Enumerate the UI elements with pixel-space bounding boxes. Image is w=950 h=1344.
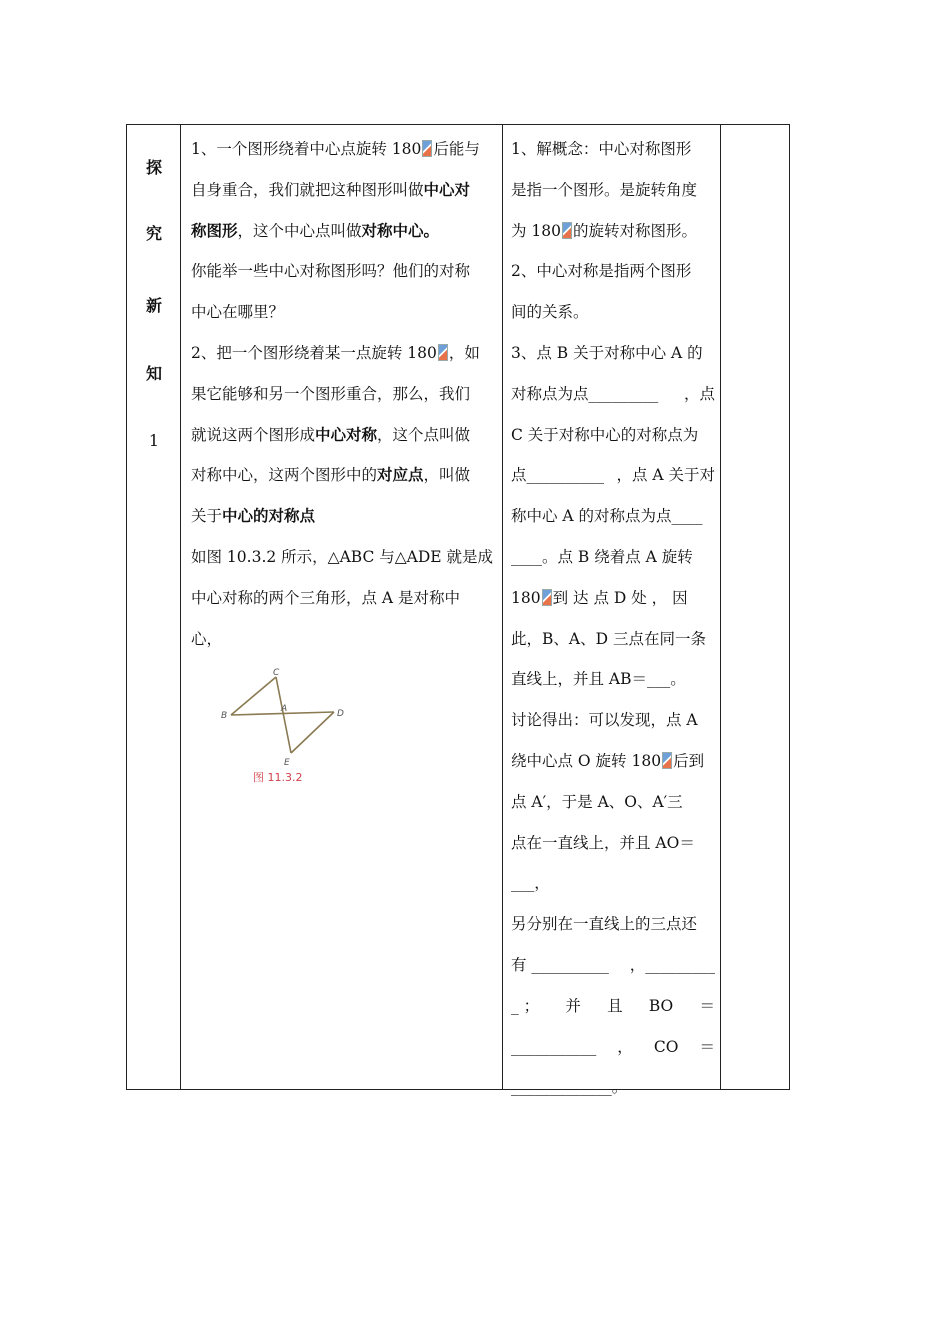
text-line: C 关于对称中心的对称点为 bbox=[511, 425, 699, 444]
text-line bbox=[191, 170, 495, 211]
section-label-char: 1 bbox=[148, 431, 160, 450]
text-line: 另分别在一直线上的三点还 bbox=[511, 915, 698, 934]
text-line bbox=[191, 211, 495, 252]
section-label-char: 探 bbox=[145, 158, 162, 177]
activity-column bbox=[503, 125, 721, 1097]
text-line: ___， bbox=[511, 874, 550, 893]
fill-blank-text: ___________ bbox=[511, 1037, 597, 1056]
fill-blank-text: ，_________ bbox=[629, 955, 715, 974]
text: 就说这两个图形成 bbox=[191, 425, 316, 444]
figure-caption: 图 11.3.2 bbox=[253, 771, 303, 785]
degree-symbol-icon bbox=[562, 222, 572, 239]
point-label-e: E bbox=[284, 758, 290, 769]
text-line bbox=[511, 374, 715, 415]
section-label-char: 新 bbox=[145, 296, 162, 315]
text-line bbox=[511, 945, 715, 986]
text-line: 点 A′，于是 A、O、A′三 bbox=[511, 792, 683, 811]
text-line bbox=[511, 741, 715, 782]
text-line: 果它能够和另一个图形重合，那么，我们 bbox=[191, 384, 471, 403]
text: 自身重合，我们就把这种图形叫做 bbox=[191, 180, 424, 199]
degree-symbol-icon bbox=[422, 140, 432, 157]
content-column bbox=[181, 125, 503, 1089]
text: 并 bbox=[565, 996, 581, 1015]
text-line: 如图 10.3.2 所示，△ABC 与△ADE 就是成 bbox=[191, 547, 494, 566]
text-line bbox=[511, 211, 715, 252]
text: 后能与 bbox=[433, 140, 480, 158]
text-line bbox=[191, 455, 495, 496]
bold-term: 中心对称 bbox=[315, 424, 378, 444]
text: 绕中心点 O 旋转 180 bbox=[511, 751, 662, 770]
text: ， bbox=[617, 1037, 633, 1056]
fill-blank-text: 点__________ bbox=[511, 466, 605, 485]
text: 2、把一个图形绕着某一点旋转 180 bbox=[191, 343, 437, 362]
text-line: 你能举一些中心对称图形吗？他们的对称 bbox=[191, 262, 471, 281]
degree-symbol-icon bbox=[438, 344, 448, 361]
text: 且 bbox=[607, 996, 623, 1015]
text-line bbox=[191, 333, 495, 374]
text-line: 间的关系。 bbox=[511, 303, 589, 322]
point-label-d: D bbox=[337, 709, 344, 720]
bold-term: 对称中心。 bbox=[361, 220, 440, 240]
section-label-char: 究 bbox=[145, 224, 162, 243]
text-line: 点在一直线上，并且 AO＝ bbox=[511, 833, 695, 852]
fill-blank-text: 有 __________ bbox=[511, 955, 609, 974]
bold-term: 称图形 bbox=[191, 220, 238, 240]
notes-column bbox=[721, 125, 789, 1089]
text: 为 180 bbox=[511, 221, 562, 240]
lesson-table bbox=[126, 124, 790, 1097]
text: 1、一个图形绕着中心点旋转 180 bbox=[191, 140, 422, 158]
triangle-lines bbox=[231, 677, 334, 753]
fill-blank-text: _ ； bbox=[511, 996, 540, 1015]
text: BO bbox=[648, 996, 674, 1015]
text: ，这个中心点叫做 bbox=[237, 221, 362, 240]
text-line bbox=[511, 578, 715, 619]
text: 到 达 点 D 处 ， 因 bbox=[552, 588, 688, 607]
text: ，点 A 关于对 bbox=[616, 466, 715, 485]
degree-symbol-icon bbox=[662, 752, 672, 769]
text: ，如 bbox=[448, 343, 480, 362]
text: ＝ bbox=[699, 1037, 715, 1056]
text: 180 bbox=[511, 588, 541, 607]
point-label-c: C bbox=[273, 668, 280, 679]
text: 关于 bbox=[191, 507, 223, 526]
section-label-char: 知 bbox=[145, 364, 162, 383]
bold-term: 对应点 bbox=[377, 465, 424, 485]
text-line: 直线上，并且 AB＝___。 bbox=[511, 670, 686, 689]
text: ，这个点叫做 bbox=[377, 425, 471, 444]
text-line: 讨论得出：可以发现，点 A bbox=[511, 711, 698, 730]
text-line bbox=[511, 455, 715, 496]
text: ，点 bbox=[683, 384, 715, 403]
bold-term: 中心对 bbox=[423, 179, 471, 199]
text: ，叫做 bbox=[423, 466, 471, 485]
bold-term: 中心的对称点 bbox=[222, 506, 316, 526]
text-line bbox=[191, 129, 495, 170]
text-line bbox=[191, 415, 495, 456]
text-line: 称中心 A 的对称点为点____ bbox=[511, 507, 703, 526]
point-label-b: B bbox=[221, 711, 228, 722]
central-symmetry-figure bbox=[221, 667, 361, 792]
text-line: 此，B、A、D 三点在同一条 bbox=[511, 629, 706, 648]
text: ＝ bbox=[699, 996, 715, 1015]
text-line: 心， bbox=[191, 629, 223, 648]
text-line bbox=[511, 1027, 715, 1068]
text: 后到 bbox=[673, 751, 705, 770]
text-line: 1、解概念：中心对称图形 bbox=[511, 140, 692, 158]
text-line: 中心在哪里？ bbox=[191, 303, 285, 322]
text: 对称中心，这两个图形中的 bbox=[191, 466, 378, 485]
point-label-a: A bbox=[281, 704, 288, 715]
fill-blank-text: 对称点为点_________ bbox=[511, 384, 659, 403]
text-line bbox=[511, 986, 715, 1027]
text-line: 2、中心对称是指两个图形 bbox=[511, 262, 692, 281]
text-line: _____________。 bbox=[511, 1078, 628, 1097]
degree-symbol-icon bbox=[542, 589, 552, 606]
text: 的旋转对称图形。 bbox=[573, 221, 698, 240]
text-line: 是指一个图形。是旋转角度 bbox=[511, 180, 698, 199]
text-line: 3、点 B 关于对称中心 A 的 bbox=[511, 343, 703, 362]
text-line: 中心对称的两个三角形，点 A 是对称中 bbox=[191, 588, 461, 607]
section-label bbox=[127, 125, 181, 1089]
text-line: ____。点 B 绕着点 A 旋转 bbox=[511, 547, 693, 566]
text-line bbox=[191, 496, 495, 537]
text: CO bbox=[653, 1037, 679, 1056]
